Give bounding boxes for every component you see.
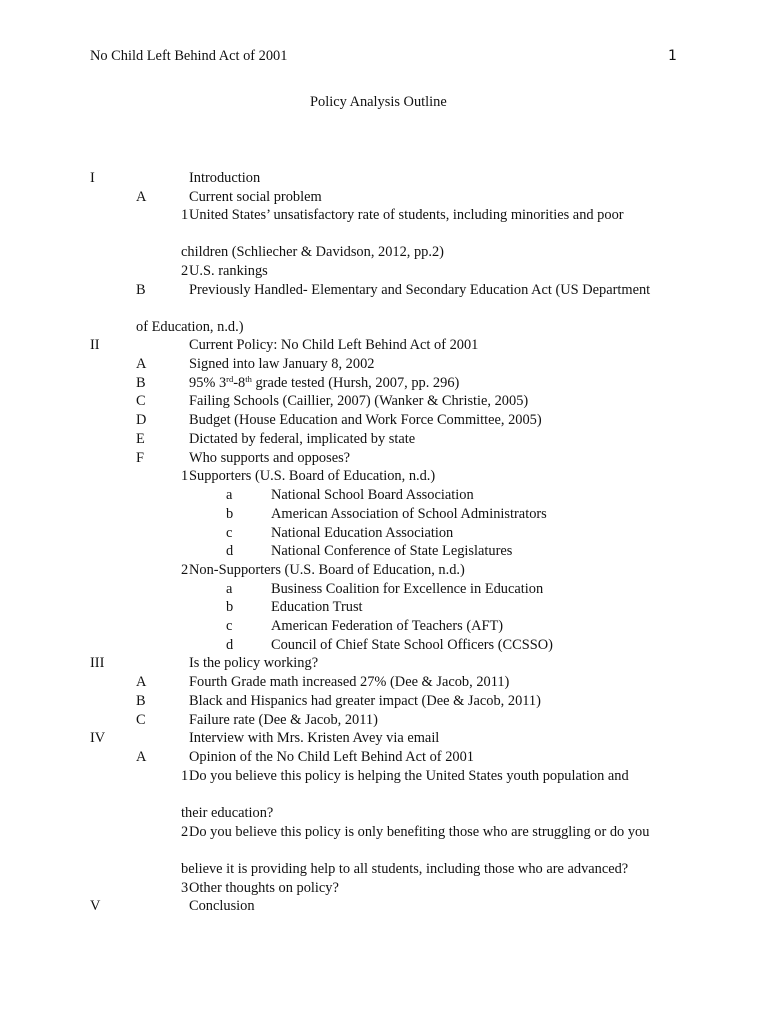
item-letter: A [136, 356, 147, 372]
item-text: Do you believe this policy is only benefiting those who are struggling or do you [189, 824, 650, 840]
item-text: U.S. rankings [189, 263, 268, 279]
subitem-letter: a [226, 487, 233, 503]
item-letter: A [136, 749, 147, 765]
item-letter: D [136, 412, 147, 428]
subitem-letter: b [226, 599, 234, 615]
item-text: Supporters (U.S. Board of Education, n.d.) [189, 468, 436, 484]
item-continuation: believe it is providing help to all students, including those who are advanced? [181, 861, 629, 877]
item-text: Council of Chief State School Officers (CCSSO) [271, 637, 553, 653]
item-continuation: children (Schliecher & Davidson, 2012, pp.2) [181, 244, 444, 260]
section-heading: Current Policy: No Child Left Behind Act of 2001 [189, 337, 479, 353]
section-heading: Introduction [189, 170, 261, 186]
item-text: Non-Supporters (U.S. Board of Education, n.d.) [189, 562, 465, 578]
section-numeral: V [90, 898, 101, 914]
item-text: Failure rate (Dee & Jacob, 2011) [189, 712, 378, 728]
item-text: Failing Schools (Caillier, 2007) (Wanker & Christie, 2005) [189, 393, 529, 409]
item-text: Do you believe this policy is helping the United States youth population and [189, 768, 629, 784]
item-number: 2 [181, 263, 189, 279]
section-numeral: IV [90, 730, 106, 746]
item-text: Education Trust [271, 599, 363, 615]
item-letter: B [136, 282, 146, 298]
section-heading: Conclusion [189, 898, 255, 914]
item-letter: C [136, 393, 146, 409]
item-number: 1 [181, 468, 189, 484]
item-text: National Conference of State Legislatures [271, 543, 513, 559]
section-numeral: III [90, 655, 105, 671]
section-numeral: II [90, 337, 100, 353]
item-text: Current social problem [189, 189, 322, 205]
item-text: National Education Association [271, 525, 454, 541]
item-number: 1 [181, 768, 189, 784]
item-text: Other thoughts on policy? [189, 880, 339, 896]
item-letter: A [136, 674, 147, 690]
item-number: 1 [181, 207, 189, 223]
item-letter: E [136, 431, 145, 447]
item-text: Budget (House Education and Work Force Committee, 2005) [189, 412, 542, 428]
item-letter: A [136, 189, 147, 205]
subitem-letter: c [226, 618, 233, 634]
item-text: American Federation of Teachers (AFT) [271, 618, 504, 634]
item-text: 95% 3rd-8th grade tested (Hursh, 2007, pp. 296) [189, 374, 460, 391]
subitem-letter: b [226, 506, 234, 522]
item-text: Fourth Grade math increased 27% (Dee & Jacob, 2011) [189, 674, 510, 690]
item-text: Opinion of the No Child Left Behind Act of 2001 [189, 749, 474, 765]
section-heading: Interview with Mrs. Kristen Avey via email [189, 730, 440, 746]
subitem-letter: d [226, 637, 234, 653]
item-text: Previously Handled- Elementary and Secondary Education Act (US Department [189, 282, 651, 298]
item-text: Business Coalition for Excellence in Education [271, 581, 544, 597]
item-text: Dictated by federal, implicated by state [189, 431, 416, 447]
section-numeral: I [90, 170, 95, 186]
page-number: 1 [668, 48, 677, 64]
section-heading: Is the policy working? [189, 655, 319, 671]
item-text: American Association of School Administrators [271, 506, 547, 522]
item-text: Black and Hispanics had greater impact (Dee & Jacob, 2011) [189, 693, 541, 709]
item-letter: F [136, 450, 145, 466]
item-letter: C [136, 712, 146, 728]
item-number: 2 [181, 824, 189, 840]
item-letter: B [136, 375, 146, 391]
item-continuation: their education? [181, 805, 274, 821]
item-text: United States’ unsatisfactory rate of students, including minorities and poor [189, 207, 624, 223]
item-text: Who supports and opposes? [189, 450, 351, 466]
item-letter: B [136, 693, 146, 709]
subitem-letter: c [226, 525, 233, 541]
item-number: 3 [181, 880, 189, 896]
running-head: No Child Left Behind Act of 2001 [90, 48, 288, 64]
item-number: 2 [181, 562, 189, 578]
page-title: Policy Analysis Outline [310, 94, 447, 110]
item-text: National School Board Association [271, 487, 474, 503]
item-continuation: of Education, n.d.) [136, 319, 244, 335]
item-text: Signed into law January 8, 2002 [189, 356, 375, 372]
subitem-letter: a [226, 581, 233, 597]
subitem-letter: d [226, 543, 234, 559]
